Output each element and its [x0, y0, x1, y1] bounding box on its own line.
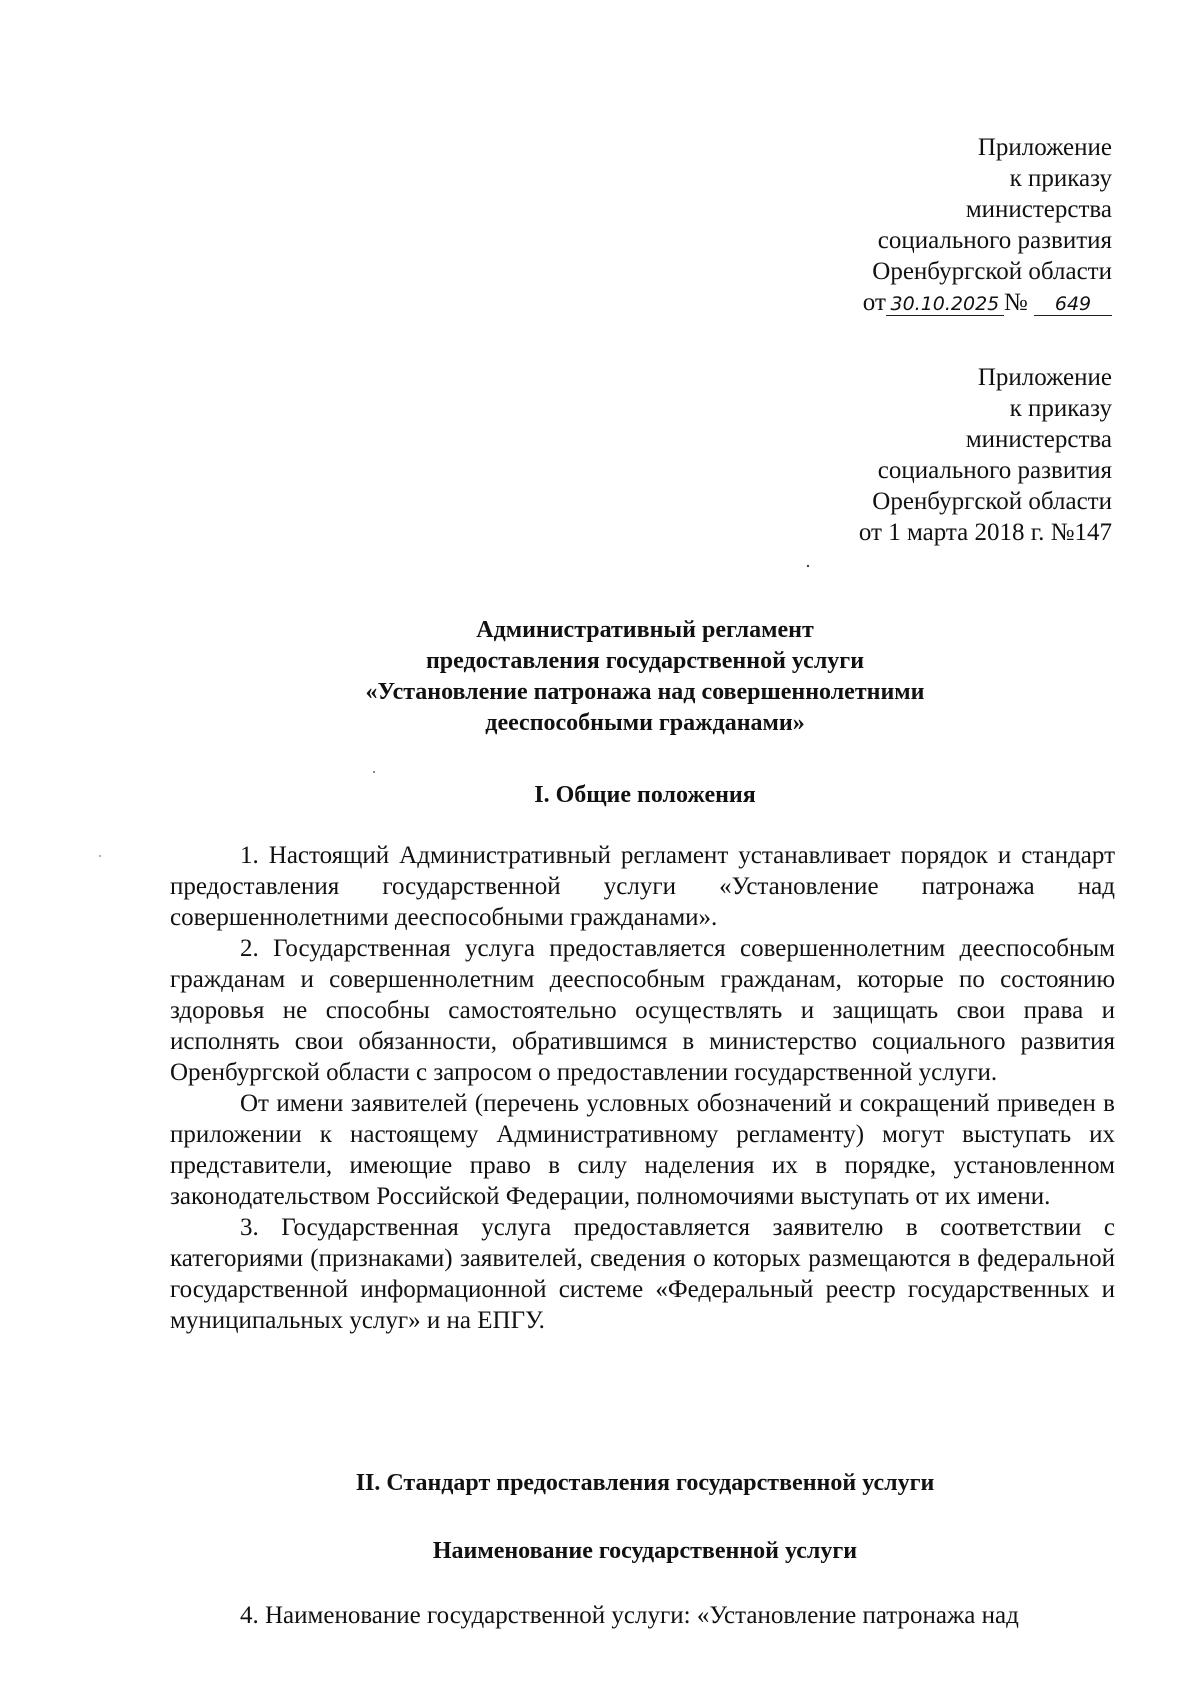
appendix-line: Оренбургской области — [872, 488, 1112, 515]
paragraph: 4. Наименование государственной услуги: «Установление патронажа над — [240, 1602, 1019, 1629]
subsection-heading-service-name: Наименование государственной услуги — [432, 1538, 858, 1564]
appendix-line: социального развития — [877, 457, 1112, 484]
appendix-line: Оренбургской области — [872, 258, 1112, 285]
title-line: дееспособными гражданами» — [485, 710, 805, 736]
title-line: «Установление патронажа над совершеннолетними — [365, 679, 925, 705]
appendix-line: министерства — [965, 426, 1112, 453]
scan-speck — [99, 855, 101, 857]
appendix-line: социального развития — [877, 227, 1112, 254]
handwritten-number: 649 — [1034, 293, 1112, 316]
paragraph: 1. Настоящий Административный регламент устанавливает порядок и стандарт предоставления государственной услуги «Установление патронажа над совершеннолетними дееспособными гражданами». — [170, 842, 1115, 931]
section-heading-standard: II. Стандарт предоставления государственной услуги — [355, 1470, 935, 1496]
paragraph: 2. Государственная услуга предоставляется совершеннолетним дееспособным гражданам и совершеннолетним дееспособным гражданам, которые по состоянию здоровья не способны самостоятельно осуществлять и защищать свои права и исполнять свои обязанности, обратившимся в министерство социального развития Оренбургской области с запросом о предоставлении государственной услуги. — [170, 935, 1115, 1086]
scan-speck — [807, 565, 809, 567]
scan-speck — [373, 771, 375, 773]
title-line: Административный регламент — [476, 617, 814, 643]
appendix-line: Приложение — [977, 134, 1112, 161]
paragraph: От имени заявителей (перечень условных обозначений и сокращений приведен в приложении к настоящему Административному регламенту) могут выступать их представители, имеющие право в силу наделения их в порядке, установленном законодательством Российской Федерации, полномочиями выступать от их имени. — [170, 1090, 1115, 1210]
appendix-line: министерства — [965, 196, 1112, 223]
appendix-line: от 1 марта 2018 г. №147 — [858, 519, 1112, 546]
section-heading-general: I. Общие положения — [534, 782, 756, 808]
appendix-line: к приказу — [1009, 165, 1112, 192]
handwritten-date: 30.10.2025 — [886, 293, 1004, 316]
paragraph: 3. Государственная услуга предоставляется заявителю в соответствии с категориями (признаками) заявителей, сведения о которых размещаются в федеральной государственной информационной системе «Федеральный реестр государственных и муниципальных услуг» и на ЕПГУ. — [170, 1214, 1115, 1334]
title-line: предоставления государственной услуги — [425, 648, 865, 674]
number-label: № — [1003, 289, 1028, 316]
from-label: от — [862, 289, 886, 316]
appendix-line: к приказу — [1009, 395, 1112, 422]
appendix-line: Приложение — [977, 364, 1112, 391]
